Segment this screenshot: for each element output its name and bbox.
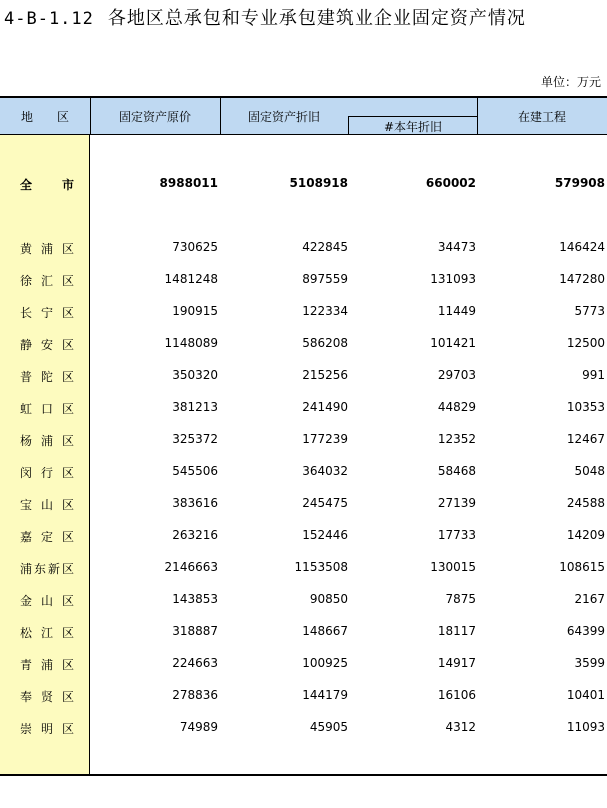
- current-year-depreciation-cell: 14917: [437, 656, 476, 670]
- current-year-depreciation-cell: 17733: [437, 528, 476, 542]
- net-value-cell: 364032: [302, 464, 348, 478]
- region-name: 奉 贤 区: [20, 690, 74, 704]
- region-name: 松 江 区: [20, 626, 74, 640]
- original-value-cell: 190915: [172, 304, 218, 318]
- header-original-value: 固定资产原价: [118, 109, 191, 124]
- table-bottom-border: [0, 774, 607, 776]
- unit-label: 单位：万元: [540, 75, 601, 89]
- net-value-cell: 45905: [309, 720, 348, 734]
- table-row: [0, 400, 607, 420]
- net-value-cell: 422845: [302, 240, 348, 254]
- region-column: [0, 135, 90, 775]
- under-construction-cell: 147280: [559, 272, 605, 286]
- under-construction-cell: 2167: [574, 592, 605, 606]
- current-year-depreciation-cell: 4312: [445, 720, 476, 734]
- current-year-depreciation-cell: 16106: [437, 688, 476, 702]
- net-value-cell: 122334: [302, 304, 348, 318]
- total-row: [0, 176, 607, 196]
- current-year-depreciation-cell: 660002: [425, 176, 476, 190]
- current-year-depreciation-cell: 34473: [437, 240, 476, 254]
- current-year-depreciation-cell: 58468: [437, 464, 476, 478]
- table-row: [0, 688, 607, 708]
- region-name: 全 市: [20, 178, 74, 192]
- under-construction-cell: 12467: [566, 432, 605, 446]
- under-construction-cell: 146424: [559, 240, 605, 254]
- net-value-cell: 241490: [302, 400, 348, 414]
- region-name: 杨 浦 区: [20, 434, 74, 448]
- original-value-cell: 730625: [172, 240, 218, 254]
- table-row: [0, 336, 607, 356]
- current-year-depreciation-cell: 27139: [437, 496, 476, 510]
- region-name: 虹 口 区: [20, 402, 74, 416]
- table-row: [0, 592, 607, 612]
- original-value-cell: 143853: [172, 592, 218, 606]
- table-row: [0, 368, 607, 388]
- under-construction-cell: 64399: [566, 624, 605, 638]
- table-row: [0, 528, 607, 548]
- region-name: 宝 山 区: [20, 498, 74, 512]
- original-value-cell: 318887: [172, 624, 218, 638]
- region-name: 崇 明 区: [20, 722, 74, 736]
- under-construction-cell: 579908: [554, 176, 605, 190]
- current-year-depreciation-cell: 130015: [430, 560, 476, 574]
- net-value-cell: 177239: [302, 432, 348, 446]
- under-construction-cell: 991: [582, 368, 605, 382]
- header-current-year: #本年折旧: [348, 116, 477, 135]
- under-construction-cell: 10353: [566, 400, 605, 414]
- original-value-cell: 325372: [172, 432, 218, 446]
- table-row: [0, 720, 607, 740]
- under-construction-cell: 3599: [574, 656, 605, 670]
- original-value-cell: 278836: [172, 688, 218, 702]
- net-value-cell: 5108918: [289, 176, 348, 190]
- original-value-cell: 381213: [172, 400, 218, 414]
- table-row: [0, 624, 607, 644]
- table-row: [0, 560, 607, 580]
- table-row: [0, 432, 607, 452]
- original-value-cell: 74989: [179, 720, 218, 734]
- under-construction-cell: 5048: [574, 464, 605, 478]
- net-value-cell: 215256: [302, 368, 348, 382]
- region-name: 长 宁 区: [20, 306, 74, 320]
- under-construction-cell: 24588: [566, 496, 605, 510]
- region-name: 普 陀 区: [20, 370, 74, 384]
- original-value-cell: 224663: [172, 656, 218, 670]
- region-name: 闵 行 区: [20, 466, 74, 480]
- table-title: 各地区总承包和专业承包建筑业企业固定资产情况: [107, 8, 526, 29]
- current-year-depreciation-cell: 7875: [445, 592, 476, 606]
- current-year-depreciation-cell: 12352: [437, 432, 476, 446]
- table-row: [0, 240, 607, 260]
- current-year-depreciation-cell: 44829: [437, 400, 476, 414]
- region-name: 浦 东 新 区: [20, 562, 74, 576]
- under-construction-cell: 12500: [566, 336, 605, 350]
- table-row: [0, 496, 607, 516]
- header-net-value: 固定资产折旧: [247, 109, 320, 124]
- region-name: 金 山 区: [20, 594, 74, 608]
- region-name: 黄 浦 区: [20, 242, 74, 256]
- region-name: 青 浦 区: [20, 658, 74, 672]
- current-year-depreciation-cell: 29703: [437, 368, 476, 382]
- original-value-cell: 383616: [172, 496, 218, 510]
- under-construction-cell: 10401: [566, 688, 605, 702]
- net-value-cell: 245475: [302, 496, 348, 510]
- original-value-cell: 1481248: [164, 272, 218, 286]
- current-year-depreciation-cell: 11449: [437, 304, 476, 318]
- table-header: [0, 96, 607, 135]
- under-construction-cell: 11093: [566, 720, 605, 734]
- table-code: 4-B-1.12: [4, 9, 94, 29]
- current-year-depreciation-cell: 101421: [430, 336, 476, 350]
- region-name: 徐 汇 区: [20, 274, 74, 288]
- region-name: 静 安 区: [20, 338, 74, 352]
- table-row: [0, 656, 607, 676]
- net-value-cell: 90850: [309, 592, 348, 606]
- original-value-cell: 2146663: [164, 560, 218, 574]
- table-row: [0, 464, 607, 484]
- under-construction-cell: 108615: [559, 560, 605, 574]
- net-value-cell: 1153508: [294, 560, 348, 574]
- net-value-cell: 586208: [302, 336, 348, 350]
- header-region: 地 区: [20, 109, 69, 124]
- net-value-cell: 100925: [302, 656, 348, 670]
- original-value-cell: 1148089: [164, 336, 218, 350]
- net-value-cell: 144179: [302, 688, 348, 702]
- header-under-construction: 在建工程: [517, 109, 566, 124]
- table-row: [0, 304, 607, 324]
- net-value-cell: 897559: [302, 272, 348, 286]
- original-value-cell: 8988011: [159, 176, 218, 190]
- region-name: 嘉 定 区: [20, 530, 74, 544]
- original-value-cell: 545506: [172, 464, 218, 478]
- under-construction-cell: 14209: [566, 528, 605, 542]
- current-year-depreciation-cell: 131093: [430, 272, 476, 286]
- net-value-cell: 152446: [302, 528, 348, 542]
- original-value-cell: 263216: [172, 528, 218, 542]
- page-title: [4, 4, 526, 30]
- net-value-cell: 148667: [302, 624, 348, 638]
- original-value-cell: 350320: [172, 368, 218, 382]
- current-year-depreciation-cell: 18117: [437, 624, 476, 638]
- table-row: [0, 272, 607, 292]
- under-construction-cell: 5773: [574, 304, 605, 318]
